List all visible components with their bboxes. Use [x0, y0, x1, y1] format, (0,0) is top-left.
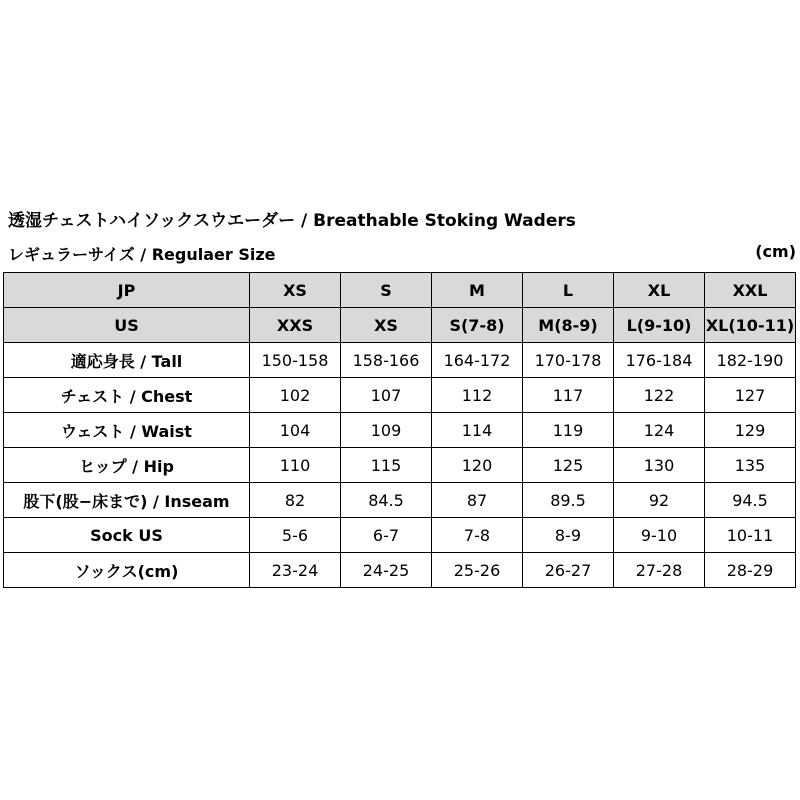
- header-size-cell: XL(10-11): [705, 308, 796, 343]
- value-cell: 122: [614, 378, 705, 413]
- size-table-body: [4, 273, 796, 588]
- header-size-cell: XS: [250, 273, 341, 308]
- header-label-cell: US: [4, 308, 250, 343]
- value-cell: 115: [341, 448, 432, 483]
- value-cell: 109: [341, 413, 432, 448]
- header-size-cell: XL: [614, 273, 705, 308]
- header-size-cell: XXS: [250, 308, 341, 343]
- value-cell: 84.5: [341, 483, 432, 518]
- subtitle-row: [8, 242, 796, 266]
- row-label-cell: ソックス(cm): [4, 553, 250, 588]
- header-size-cell: S: [341, 273, 432, 308]
- value-cell: 176-184: [614, 343, 705, 378]
- row-label-cell: ヒップ / Hip: [4, 448, 250, 483]
- table-row: [4, 483, 796, 518]
- value-cell: 94.5: [705, 483, 796, 518]
- header-row: [4, 273, 796, 308]
- header-size-cell: M(8-9): [523, 308, 614, 343]
- value-cell: 10-11: [705, 518, 796, 553]
- value-cell: 112: [432, 378, 523, 413]
- value-cell: 6-7: [341, 518, 432, 553]
- value-cell: 158-166: [341, 343, 432, 378]
- value-cell: 7-8: [432, 518, 523, 553]
- header-size-cell: XS: [341, 308, 432, 343]
- value-cell: 124: [614, 413, 705, 448]
- table-row: [4, 448, 796, 483]
- table-row: [4, 413, 796, 448]
- value-cell: 5-6: [250, 518, 341, 553]
- table-row: [4, 518, 796, 553]
- row-label-cell: Sock US: [4, 518, 250, 553]
- chart-title: 透湿チェストハイソックスウエーダー / Breathable Stoking Waders: [8, 211, 576, 231]
- value-cell: 9-10: [614, 518, 705, 553]
- header-size-cell: XXL: [705, 273, 796, 308]
- value-cell: 102: [250, 378, 341, 413]
- value-cell: 28-29: [705, 553, 796, 588]
- value-cell: 8-9: [523, 518, 614, 553]
- value-cell: 170-178: [523, 343, 614, 378]
- value-cell: 150-158: [250, 343, 341, 378]
- value-cell: 117: [523, 378, 614, 413]
- value-cell: 87: [432, 483, 523, 518]
- value-cell: 25-26: [432, 553, 523, 588]
- value-cell: 89.5: [523, 483, 614, 518]
- row-label-cell: 股下(股−床まで) / Inseam: [4, 483, 250, 518]
- unit-label: (cm): [755, 242, 796, 261]
- value-cell: 104: [250, 413, 341, 448]
- table-row: [4, 343, 796, 378]
- header-size-cell: L(9-10): [614, 308, 705, 343]
- size-table: [3, 272, 796, 588]
- table-row: [4, 378, 796, 413]
- value-cell: 24-25: [341, 553, 432, 588]
- value-cell: 92: [614, 483, 705, 518]
- row-label-cell: 適応身長 / Tall: [4, 343, 250, 378]
- header-size-cell: S(7-8): [432, 308, 523, 343]
- row-label-cell: ウェスト / Waist: [4, 413, 250, 448]
- table-row: [4, 553, 796, 588]
- header-row: [4, 308, 796, 343]
- value-cell: 107: [341, 378, 432, 413]
- value-cell: 129: [705, 413, 796, 448]
- header-size-cell: M: [432, 273, 523, 308]
- value-cell: 182-190: [705, 343, 796, 378]
- value-cell: 125: [523, 448, 614, 483]
- value-cell: 120: [432, 448, 523, 483]
- value-cell: 27-28: [614, 553, 705, 588]
- value-cell: 82: [250, 483, 341, 518]
- header-size-cell: L: [523, 273, 614, 308]
- value-cell: 114: [432, 413, 523, 448]
- value-cell: 164-172: [432, 343, 523, 378]
- value-cell: 130: [614, 448, 705, 483]
- value-cell: 23-24: [250, 553, 341, 588]
- value-cell: 135: [705, 448, 796, 483]
- value-cell: 26-27: [523, 553, 614, 588]
- value-cell: 127: [705, 378, 796, 413]
- header-label-cell: JP: [4, 273, 250, 308]
- row-label-cell: チェスト / Chest: [4, 378, 250, 413]
- size-type-label: レギュラーサイズ / Regulaer Size: [8, 245, 276, 264]
- value-cell: 119: [523, 413, 614, 448]
- value-cell: 110: [250, 448, 341, 483]
